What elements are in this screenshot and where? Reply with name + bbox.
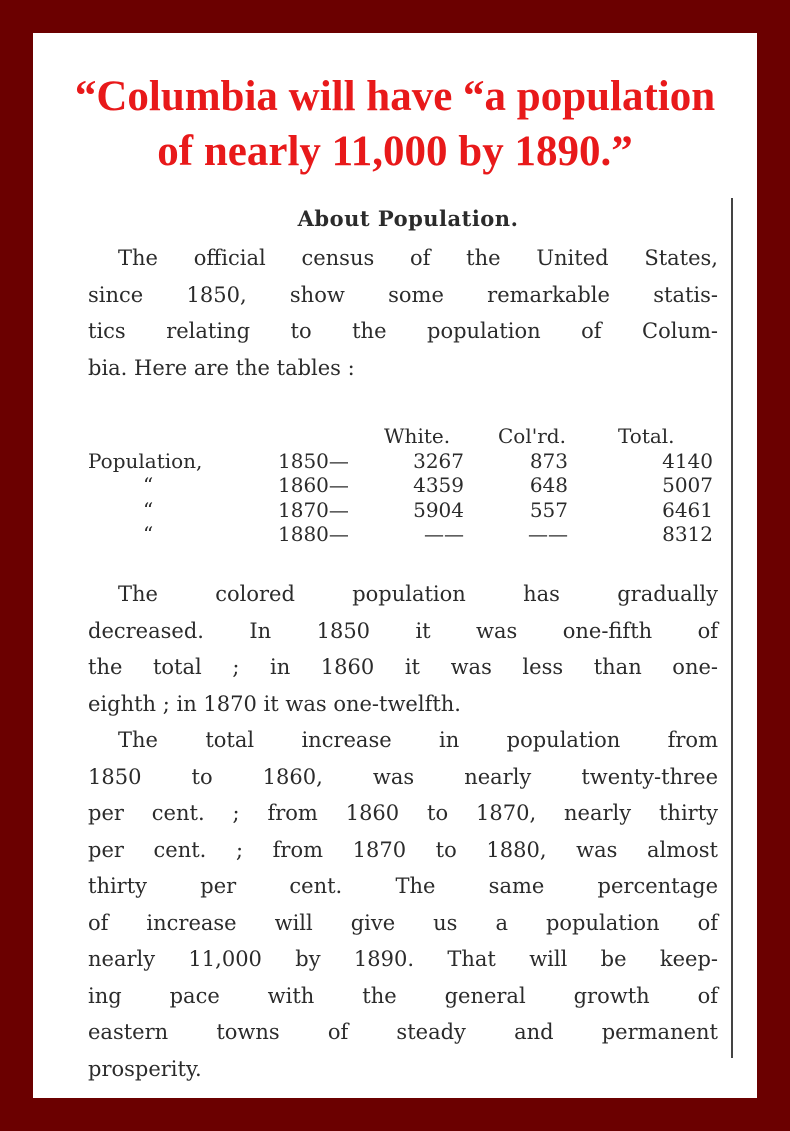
text-line: tics relating to the population of Colum- bbox=[88, 319, 718, 343]
header-white: White. bbox=[384, 424, 451, 448]
row-year: 1850— bbox=[278, 448, 349, 473]
row-white: 5904 bbox=[413, 497, 464, 522]
intro-paragraph bbox=[88, 240, 718, 386]
clipping-card bbox=[33, 33, 757, 1098]
table-row bbox=[88, 449, 718, 474]
table-header-row bbox=[88, 424, 718, 449]
row-colored: 648 bbox=[529, 473, 568, 497]
text-line: ing pace with the general growth of bbox=[88, 983, 718, 1008]
text-line: of increase will give us a population of bbox=[88, 910, 718, 935]
headline-line-2: of nearly 11,000 by 1890.” bbox=[157, 128, 633, 175]
newspaper-clipping bbox=[88, 198, 728, 1093]
headline-line-1: “Columbia will have “a population bbox=[74, 73, 716, 120]
colored-population-paragraph bbox=[88, 576, 718, 722]
text-line: per cent. ; from 1860 to 1870, nearly thirty bbox=[88, 801, 718, 825]
text-line: decreased. In 1850 it was one-fifth of bbox=[88, 618, 718, 643]
text-line: thirty per cent. The same percentage bbox=[88, 874, 718, 898]
table-row bbox=[88, 522, 718, 547]
text-line: bia. Here are the tables : bbox=[88, 355, 355, 380]
article-title: About Population. bbox=[297, 206, 519, 231]
population-table bbox=[88, 424, 718, 547]
text-line: 1850 to 1860, was nearly twenty-three bbox=[88, 764, 718, 789]
row-white: —— bbox=[424, 522, 464, 546]
row-colored: —— bbox=[528, 522, 568, 546]
row-year: 1860— bbox=[278, 473, 349, 497]
text-line: per cent. ; from 1870 to 1880, was almost bbox=[88, 837, 718, 862]
text-line: eastern towns of steady and permanent bbox=[88, 1020, 718, 1044]
row-colored: 873 bbox=[529, 448, 568, 473]
row-white: 4359 bbox=[413, 473, 464, 497]
row-label: “ bbox=[143, 473, 154, 497]
text-line: prosperity. bbox=[88, 1056, 202, 1081]
row-white: 3267 bbox=[413, 448, 464, 473]
text-line: nearly 11,000 by 1890. That will be keep- bbox=[88, 947, 718, 971]
header-total: Total. bbox=[618, 424, 675, 448]
table-row bbox=[88, 498, 718, 523]
row-year: 1870— bbox=[278, 497, 349, 522]
total-increase-paragraph bbox=[88, 722, 718, 1087]
text-line: The total increase in population from bbox=[118, 728, 718, 752]
row-total: 8312 bbox=[662, 522, 713, 546]
text-line: eighth ; in 1870 it was one-twelfth. bbox=[88, 691, 461, 716]
text-line: The official census of the United States, bbox=[118, 246, 718, 270]
row-label: “ bbox=[143, 497, 154, 522]
row-label: “ bbox=[143, 522, 154, 546]
row-total: 4140 bbox=[662, 448, 713, 473]
text-line: the total ; in 1860 it was less than one- bbox=[88, 655, 718, 679]
row-year: 1880— bbox=[278, 522, 349, 546]
row-total: 5007 bbox=[662, 473, 713, 497]
table-row bbox=[88, 473, 718, 498]
row-colored: 557 bbox=[529, 497, 568, 522]
row-total: 6461 bbox=[662, 497, 713, 522]
header-colored: Col'rd. bbox=[498, 424, 566, 448]
text-line: The colored population has gradually bbox=[118, 582, 718, 606]
column-rule bbox=[731, 198, 733, 1058]
headline bbox=[33, 69, 757, 179]
row-label: Population, bbox=[88, 448, 203, 473]
text-line: since 1850, show some remarkable statis- bbox=[88, 282, 718, 307]
